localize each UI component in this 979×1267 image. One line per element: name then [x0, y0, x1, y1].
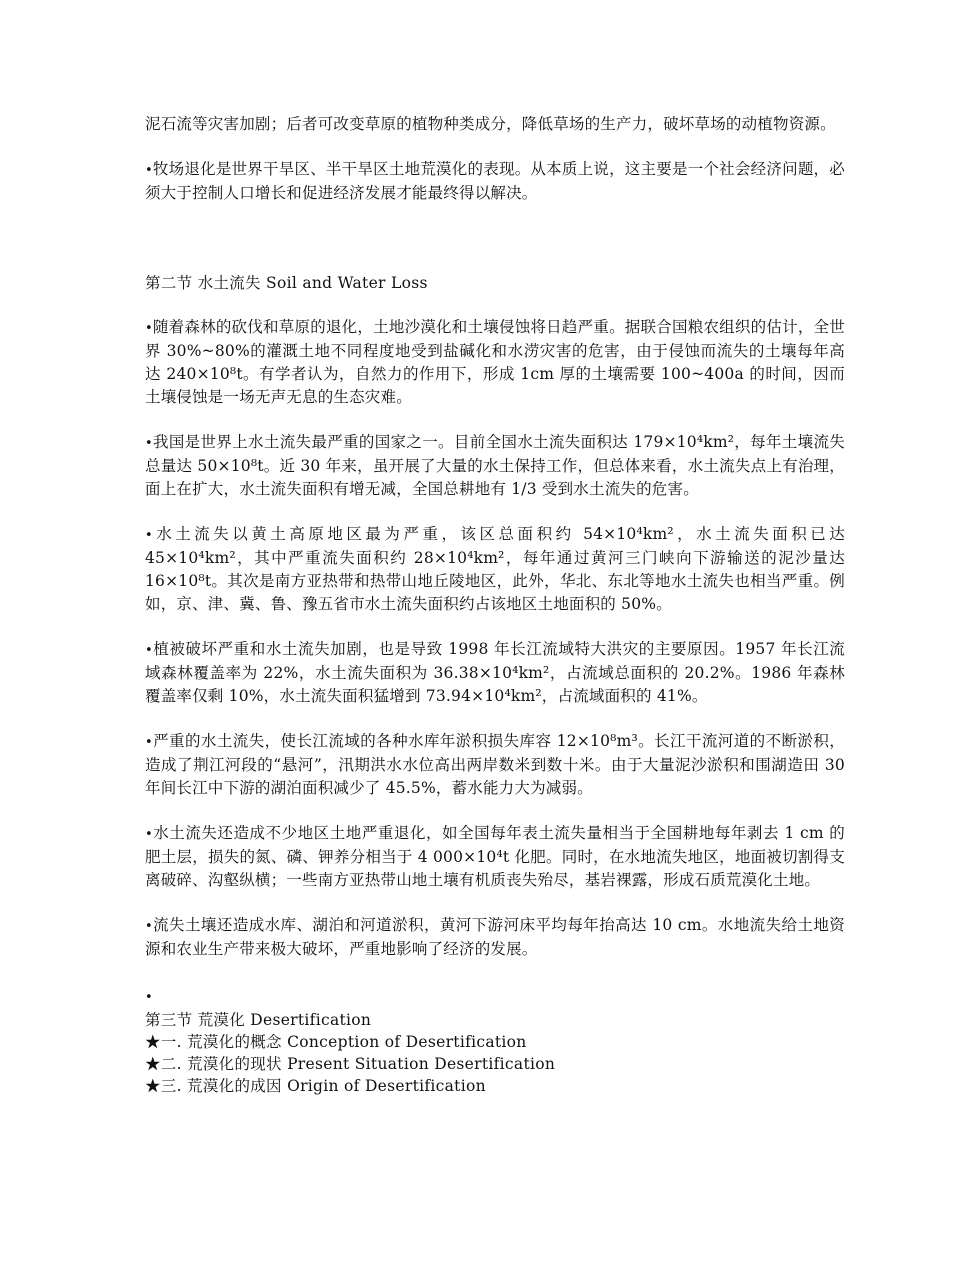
- bullet-icon: •: [145, 321, 153, 336]
- section-2-paragraph-2: [145, 431, 845, 501]
- paragraph-text: 流失土壤还造成水库、湖泊和河道淤积，黄河下游河床平均每年抬高达 10 cm。水地流失给土地资源和农业生产带来极大破坏，严重地影响了经济的发展。: [145, 916, 845, 958]
- bullet-icon: •: [145, 827, 153, 842]
- bullet-icon: •: [145, 643, 153, 658]
- paragraph-text: 随着森林的砍伐和草原的退化，土地沙漠化和土壤侵蚀将日趋严重。据联合国粮农组织的估计，全世界 30%~80%的灌溉土地不同程度地受到盐碱化和水涝灾害的危害，由于侵蚀而流失的土壤每年高达 240×10⁸t。有学者认为，自然力的作用下，形成 1cm 厚的土壤需要 100~400a 的时间，因而土壤侵蚀是一场无声无息的生态灾难。: [145, 318, 845, 406]
- bullet-icon: •: [145, 528, 153, 543]
- bullet-icon: •: [145, 990, 153, 1005]
- toc-item-2: ★二. 荒漠化的现状 Present Situation Desertification: [145, 1055, 556, 1073]
- toc-item-3: ★三. 荒漠化的成因 Origin of Desertification: [145, 1077, 486, 1095]
- section-2-paragraph-7: [145, 914, 845, 961]
- section-2-paragraph-6: [145, 822, 845, 892]
- section-2-paragraph-1: [145, 316, 845, 409]
- document-page: [145, 113, 845, 1097]
- intro-paragraph-2-text: 牧场退化是世界干旱区、半干旱区土地荒漠化的表现。从本质上说，这主要是一个社会经济问题，必须大于控制人口增长和促进经济发展才能最终得以解决。: [145, 160, 845, 202]
- lone-bullet: [145, 985, 845, 1009]
- paragraph-text: 植被破坏严重和水土流失加剧，也是导致 1998 年长江流域特大洪灾的主要原因。1957 年长江流域森林覆盖率为 22%，水土流失面积为 36.38×10⁴km²，占流域总面积的 20.2%。1986 年森林覆盖率仅剩 10%，水土流失面积猛增到 73.94×10⁴km²，占流域面积的 41%。: [145, 640, 845, 705]
- bullet-icon: •: [145, 436, 153, 451]
- intro-paragraph-1: 泥石流等灾害加剧；后者可改变草原的植物种类成分，降低草场的生产力，破坏草场的动植物资源。: [145, 115, 836, 133]
- bullet-icon: •: [145, 919, 153, 934]
- intro-paragraph-2: [145, 158, 845, 205]
- section-2-paragraph-3: [145, 523, 845, 616]
- bullet-icon: •: [145, 735, 153, 750]
- toc-item-1: ★一. 荒漠化的概念 Conception of Desertification: [145, 1033, 527, 1051]
- paragraph-text: 我国是世界上水土流失最严重的国家之一。目前全国水土流失面积达 179×10⁴km²，每年土壤流失总量达 50×10⁸t。近 30 年来，虽开展了大量的水土保持工作，但总体来看，水土流失点上有治理，面上在扩大，水土流失面积有增无减，全国总耕地有 1/3 受到水土流失的危害。: [145, 433, 845, 498]
- paragraph-text: 水土流失以黄土高原地区最为严重，该区总面积约 54×10⁴km²，水土流失面积已达 45×10⁴km²，其中严重流失面积约 28×10⁴km²，每年通过黄河三门峡向下游输送的泥沙量达 16×10⁸t。其次是南方亚热带和热带山地丘陵地区，此外，华北、东北等地水土流失也相当严重。例如，京、津、冀、鲁、豫五省市水土流失面积约占该地区土地面积的 50%。: [145, 525, 845, 613]
- bullet-icon: •: [145, 163, 153, 178]
- paragraph-text: 水土流失还造成不少地区土地严重退化，如全国每年表土流失量相当于全国耕地每年剥去 1 cm 的肥土层，损失的氮、磷、钾养分相当于 4 000×10⁴t 化肥。同时，在水地流失地区，地面被切割得支离破碎、沟壑纵横；一些南方亚热带山地土壤有机质丧失殆尽，基岩裸露，形成石质荒漠化土地。: [145, 824, 845, 889]
- paragraph-text: 严重的水土流失，使长江流域的各种水库年淤积损失库容 12×10⁸m³。长江干流河道的不断淤积，造成了荆江河段的“悬河”，汛期洪水水位高出两岸数米到数十米。由于大量泥沙淤积和围湖造田 30 年间长江中下游的湖泊面积减少了 45.5%，蓄水能力大为减弱。: [145, 732, 845, 797]
- section-2-paragraph-4: [145, 638, 845, 708]
- section-2-heading: 第二节 水土流失 Soil and Water Loss: [145, 274, 428, 292]
- section-3-heading: 第三节 荒漠化 Desertification: [145, 1011, 372, 1029]
- section-2-paragraph-5: [145, 730, 845, 800]
